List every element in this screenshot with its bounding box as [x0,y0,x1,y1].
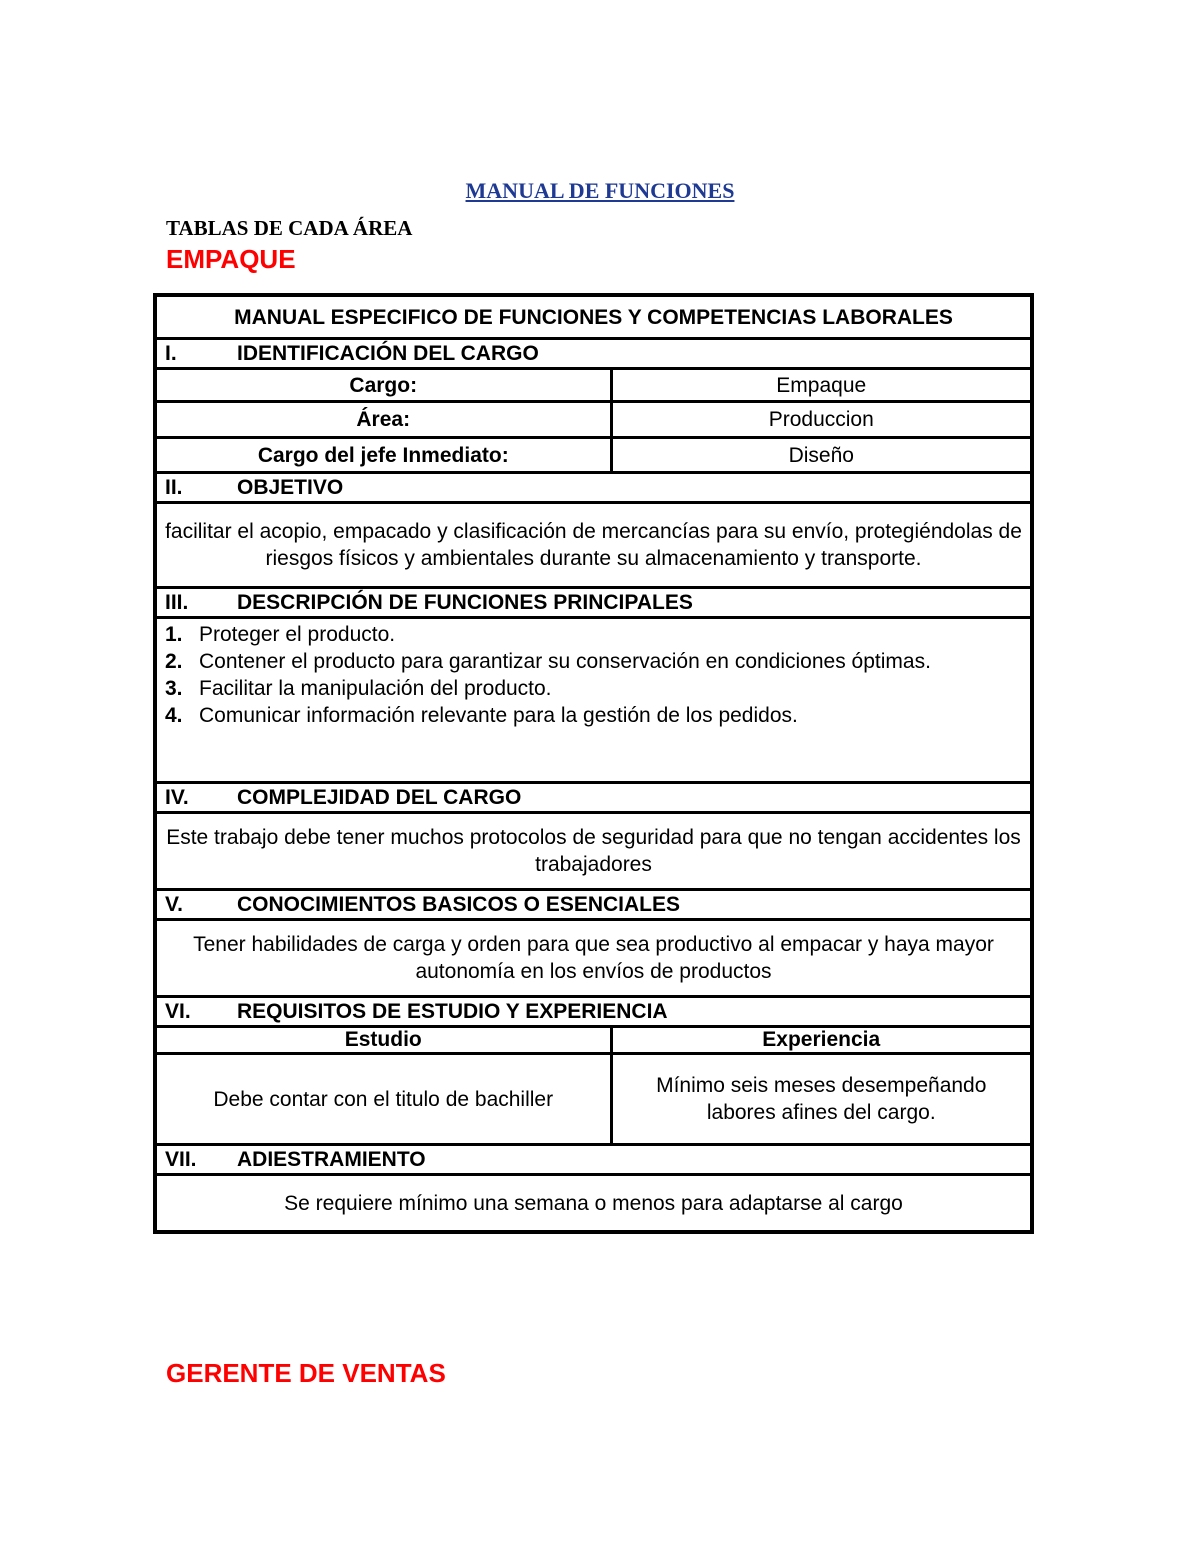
funciones-list [165,621,1022,729]
section-title: IDENTIFICACIÓN DEL CARGO [237,342,539,365]
list-item: 1. Proteger el producto. [165,623,396,646]
section-number: VI. [165,1000,191,1023]
section-number: II. [165,476,183,499]
area-value: Produccion [611,402,1032,438]
section-title: COMPLEJIDAD DEL CARGO [237,786,522,809]
jefe-value: Diseño [611,438,1032,473]
conocimientos-text: Tener habilidades de carga y orden para que sea productivo al empacar y haya mayor autonomía en los envíos de productos [155,920,1032,997]
area-label: Área: [155,402,611,438]
list-item: 2. Contener el producto para garantizar su conservación en condiciones óptimas. [165,650,931,673]
section-number: V. [165,893,183,916]
area-heading-empaque: EMPAQUE [166,244,296,274]
section-number: IV. [165,786,189,809]
section-number: III. [165,591,189,614]
section-identificacion [155,339,1032,369]
section-adiestramiento [155,1145,1032,1175]
section-title: OBJETIVO [237,476,344,499]
section-title: ADIESTRAMIENTO [237,1148,426,1171]
section-title: CONOCIMIENTOS BASICOS O ESENCIALES [237,893,680,916]
complejidad-text: Este trabajo debe tener muchos protocolos de seguridad para que no tengan accidentes los trabajadores [155,813,1032,890]
section-title: DESCRIPCIÓN DE FUNCIONES PRINCIPALES [237,591,693,614]
adiestramiento-text: Se requiere mínimo una semana o menos para adaptarse al cargo [155,1175,1032,1233]
funciones-cell [155,618,1032,783]
section-conocimientos [155,890,1032,920]
estudio-header: Estudio [155,1027,611,1054]
section-number: I. [165,342,177,365]
table-header: MANUAL ESPECIFICO DE FUNCIONES Y COMPETENCIAS LABORALES [155,295,1032,339]
experiencia-header: Experiencia [611,1027,1032,1054]
document-title: MANUAL DE FUNCIONES [465,178,735,203]
section-number: VII. [165,1148,197,1171]
manual-table [153,293,1034,1234]
section-funciones [155,588,1032,618]
area-heading-gerente-ventas: GERENTE DE VENTAS [166,1358,446,1388]
jefe-label: Cargo del jefe Inmediato: [155,438,611,473]
cargo-value: Empaque [611,369,1032,402]
list-item: 3. Facilitar la manipulación del producto. [165,677,552,700]
estudio-value: Debe contar con el titulo de bachiller [155,1054,611,1145]
experiencia-value: Mínimo seis meses desempeñando labores afines del cargo. [611,1054,1032,1145]
objetivo-text: facilitar el acopio, empacado y clasificación de mercancías para su envío, protegiéndolas de riesgos físicos y ambientales durante su almacenamiento y transporte. [155,503,1032,588]
document-subtitle: TABLAS DE CADA ÁREA [166,216,413,240]
cargo-label: Cargo: [155,369,611,402]
list-item: 4. Comunicar información relevante para la gestión de los pedidos. [165,704,798,727]
section-objetivo [155,473,1032,503]
section-complejidad [155,783,1032,813]
section-requisitos [155,997,1032,1027]
section-title: REQUISITOS DE ESTUDIO Y EXPERIENCIA [237,1000,668,1023]
